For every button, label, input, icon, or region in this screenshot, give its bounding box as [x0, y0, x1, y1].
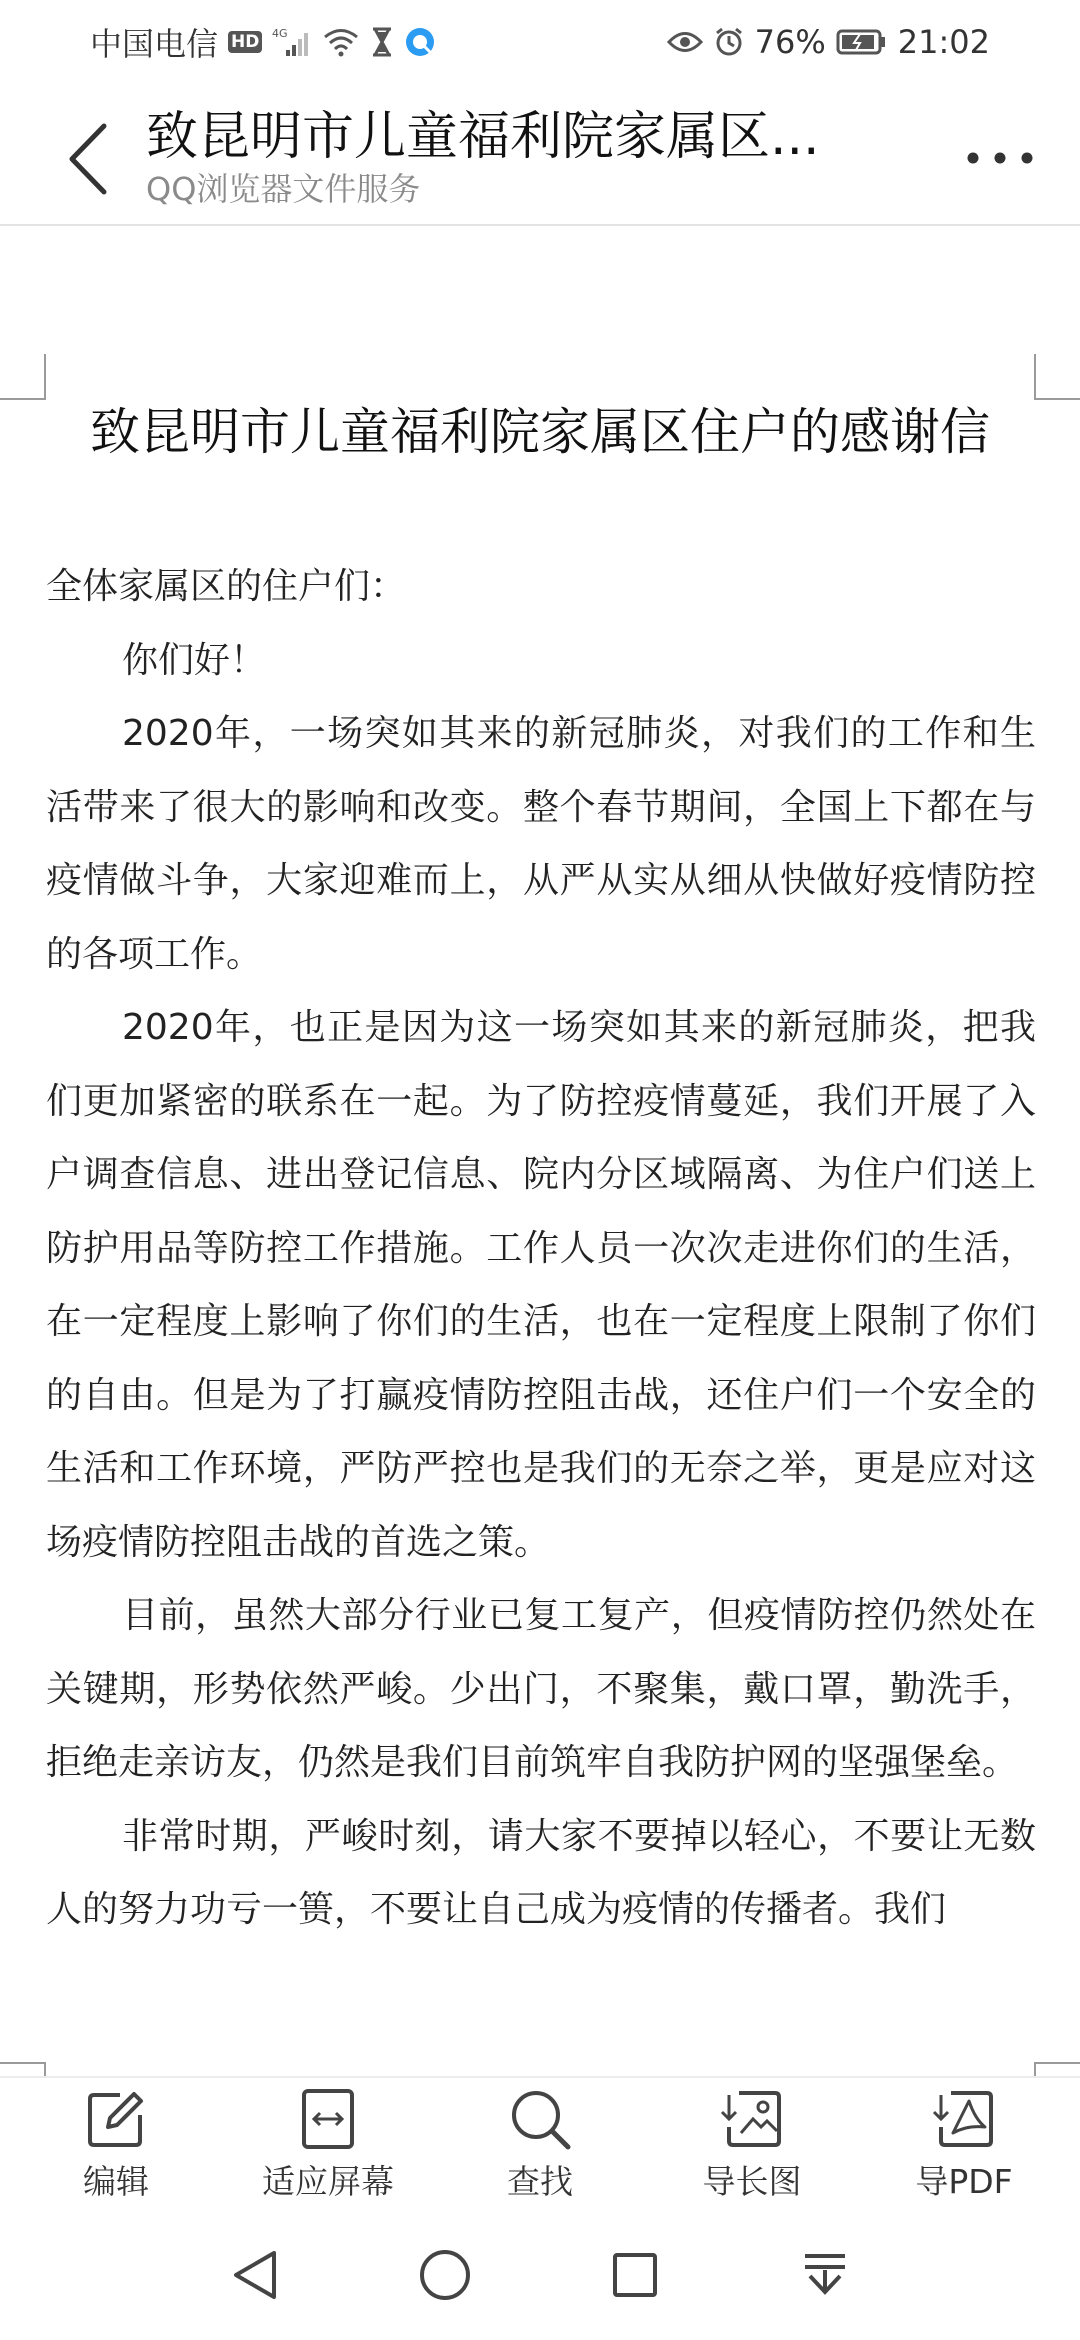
search-icon [508, 2087, 572, 2151]
export-pdf-label: 导PDF [915, 2161, 1013, 2201]
network-type-label: 4G [272, 27, 288, 40]
nav-home-icon [417, 2247, 473, 2303]
long-image-icon [719, 2087, 785, 2151]
document-viewer[interactable] [0, 226, 1080, 2076]
find-button[interactable] [440, 2079, 640, 2209]
battery-percent: 76% [754, 23, 826, 61]
document-paragraph: 目前，虽然大部分行业已复工复产，但疫情防控仍然处在关键期，形势依然严峻。少出门，不聚集，戴口罩，勤洗手，拒绝走亲访友，仍然是我们目前筑牢自我防护网的坚强堡垒。 [46, 1595, 1036, 1783]
page-subtitle: QQ浏览器文件服务 [146, 170, 421, 208]
browser-app-icon [404, 26, 436, 58]
nav-recents-icon [610, 2250, 660, 2300]
edit-label: 编辑 [83, 2161, 149, 2201]
hourglass-icon [370, 27, 394, 57]
bottom-toolbar [0, 2076, 1080, 2210]
more-button[interactable] [960, 128, 1040, 188]
document-paragraph: 你们好！ [122, 639, 267, 681]
document-paragraph: 非常时期，严峻时刻，请大家不要掉以轻心，不要让无数人的努力功亏一篑，不要让自己成为疫情的传播者。我们 [46, 1815, 1036, 1930]
battery-icon [836, 28, 888, 56]
fit-screen-label: 适应屏幕 [262, 2161, 394, 2201]
edit-button[interactable] [16, 2079, 216, 2209]
nav-notification-button[interactable] [780, 2230, 870, 2320]
wifi-icon [322, 27, 360, 57]
title-bar [0, 84, 1080, 226]
find-label: 查找 [507, 2161, 573, 2201]
document-salutation: 全体家属区的住户们： [46, 566, 407, 607]
pdf-icon [931, 2087, 997, 2151]
fit-screen-button[interactable] [228, 2079, 428, 2209]
back-button[interactable] [58, 114, 118, 204]
nav-pull-down-icon [800, 2250, 850, 2300]
nav-recents-button[interactable] [590, 2230, 680, 2320]
more-dots-icon [965, 150, 1035, 166]
document-paragraph: 2020年，也正是因为这一场突如其来的新冠肺炎，把我们更加紧密的联系在一起。为了防控疫情蔓延，我们开展了入户调查信息、进出登记信息、院内分区域隔离、为住户们送上防护用品等防控工作措施。工作人员一次次走进你们的生活，在一定程度上影响了你们的生活，也在一定程度上限制了你们的自由。但是为了打赢疫情防控阻击战，还住户们一个安全的生活和工作环境，严防严控也是我们的无奈之举，更是应对这场疫情防控阻击战的首选之策。 [46, 1007, 1036, 1563]
eye-icon [667, 29, 703, 55]
crop-mark [1034, 2062, 1080, 2076]
alarm-icon [713, 26, 745, 58]
page-title: 致昆明市儿童福利院家属区... [146, 107, 820, 167]
carrier-label: 中国电信 [90, 25, 219, 63]
system-navigation-bar [0, 2210, 1080, 2340]
signal-icon [272, 26, 312, 58]
edit-icon [84, 2087, 148, 2151]
crop-mark [0, 2062, 46, 2076]
clock-time: 21:02 [897, 23, 990, 61]
export-long-image-label: 导长图 [702, 2161, 802, 2201]
crop-mark [1034, 354, 1080, 400]
document-paragraph: 2020年，一场突如其来的新冠肺炎，对我们的工作和生活带来了很大的影响和改变。整个春节期间，全国上下都在与疫情做斗争，大家迎难而上，从严从实从细从快做好疫情防控的各项工作。 [46, 713, 1036, 975]
fit-screen-icon [300, 2087, 356, 2151]
export-long-image-button[interactable] [652, 2079, 852, 2209]
nav-back-button[interactable] [210, 2230, 300, 2320]
back-arrow-icon [66, 122, 110, 196]
nav-back-icon [230, 2247, 280, 2303]
crop-mark [0, 354, 46, 400]
document-body [46, 550, 1036, 1947]
export-pdf-button[interactable] [864, 2079, 1064, 2209]
status-bar [0, 0, 1080, 84]
nav-home-button[interactable] [400, 2230, 490, 2320]
hd-badge: HD [228, 31, 262, 53]
document-title: 致昆明市儿童福利院家属区住户的感谢信 [90, 403, 990, 461]
